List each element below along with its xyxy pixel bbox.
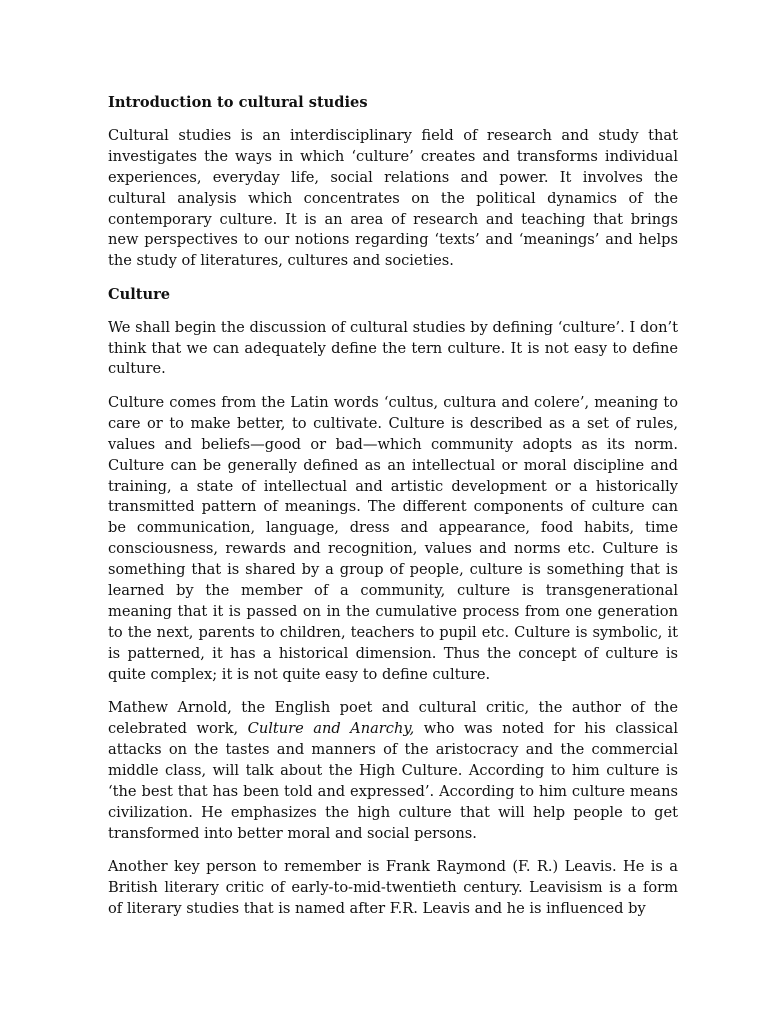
paragraph-defining-culture: We shall begin the discussion of cultural studies by defining ‘culture’. I don’t think that we can adequately define the tern culture. It is not easy to define culture.: [108, 318, 678, 378]
paragraph-culture-origin: Culture comes from the Latin words ‘cultus, cultura and colere’, meaning to care or to make better, to cultivate. Culture is described as a set of rules, values and beliefs—good or bad—which community adopts as its norm. Culture can be generally defined as an intellectual or moral discipline and training, a state of intellectual and artistic development or a historically transmitted pattern of meanings. The different components of culture can be communication, language, dress and appearance, food habits, time consciousness, rewards and recognition, values and norms etc. Culture is something that is shared by a group of people, culture is something that is learned by the member of a community, culture is transgenerational meaning that it is passed on in the cumulative process from one generation to the next, parents to children, teachers to pupil etc. Culture is symbolic, it is patterned, it has a historical dimension. Thus the concept of culture is quite complex; it is not quite easy to define culture.: [108, 393, 678, 683]
section-heading-intro: Introduction to cultural studies: [108, 94, 368, 111]
paragraph-mathew-arnold: [108, 698, 678, 844]
document-page: [108, 93, 678, 932]
arnold-text-before: Mathew Arnold, the English poet and cultural critic, the author of the celebrated work,: [108, 699, 678, 737]
book-title-culture-and-anarchy: Culture and Anarchy,: [247, 719, 415, 737]
arnold-text-after: who was noted for his classical attacks on the tastes and manners of the aristocracy and the commercial middle class, will talk about the High Culture. According to him culture is ‘the best that has been told and expressed’. According to him culture means civilization. He emphasizes the high culture that will help people to get transformed into better moral and social persons.: [108, 719, 678, 842]
paragraph-intro: Cultural studies is an interdisciplinary field of research and study that investigates the ways in which ‘culture’ creates and transforms individual experiences, everyday life, social relations and power. It involves the cultural analysis which concentrates on the political dynamics of the contemporary culture. It is an area of research and teaching that brings new perspectives to our notions regarding ‘texts’ and ‘meanings’ and helps the study of literatures, cultures and societies.: [108, 126, 678, 270]
section-heading-culture: Culture: [108, 285, 171, 303]
paragraph-leavis: Another key person to remember is Frank Raymond (F. R.) Leavis. He is a British literary critic of early-to-mid-twentieth century. Leavisism is a form of literary studies that is named after F.R. Leavis and he is influenced by: [108, 857, 678, 917]
